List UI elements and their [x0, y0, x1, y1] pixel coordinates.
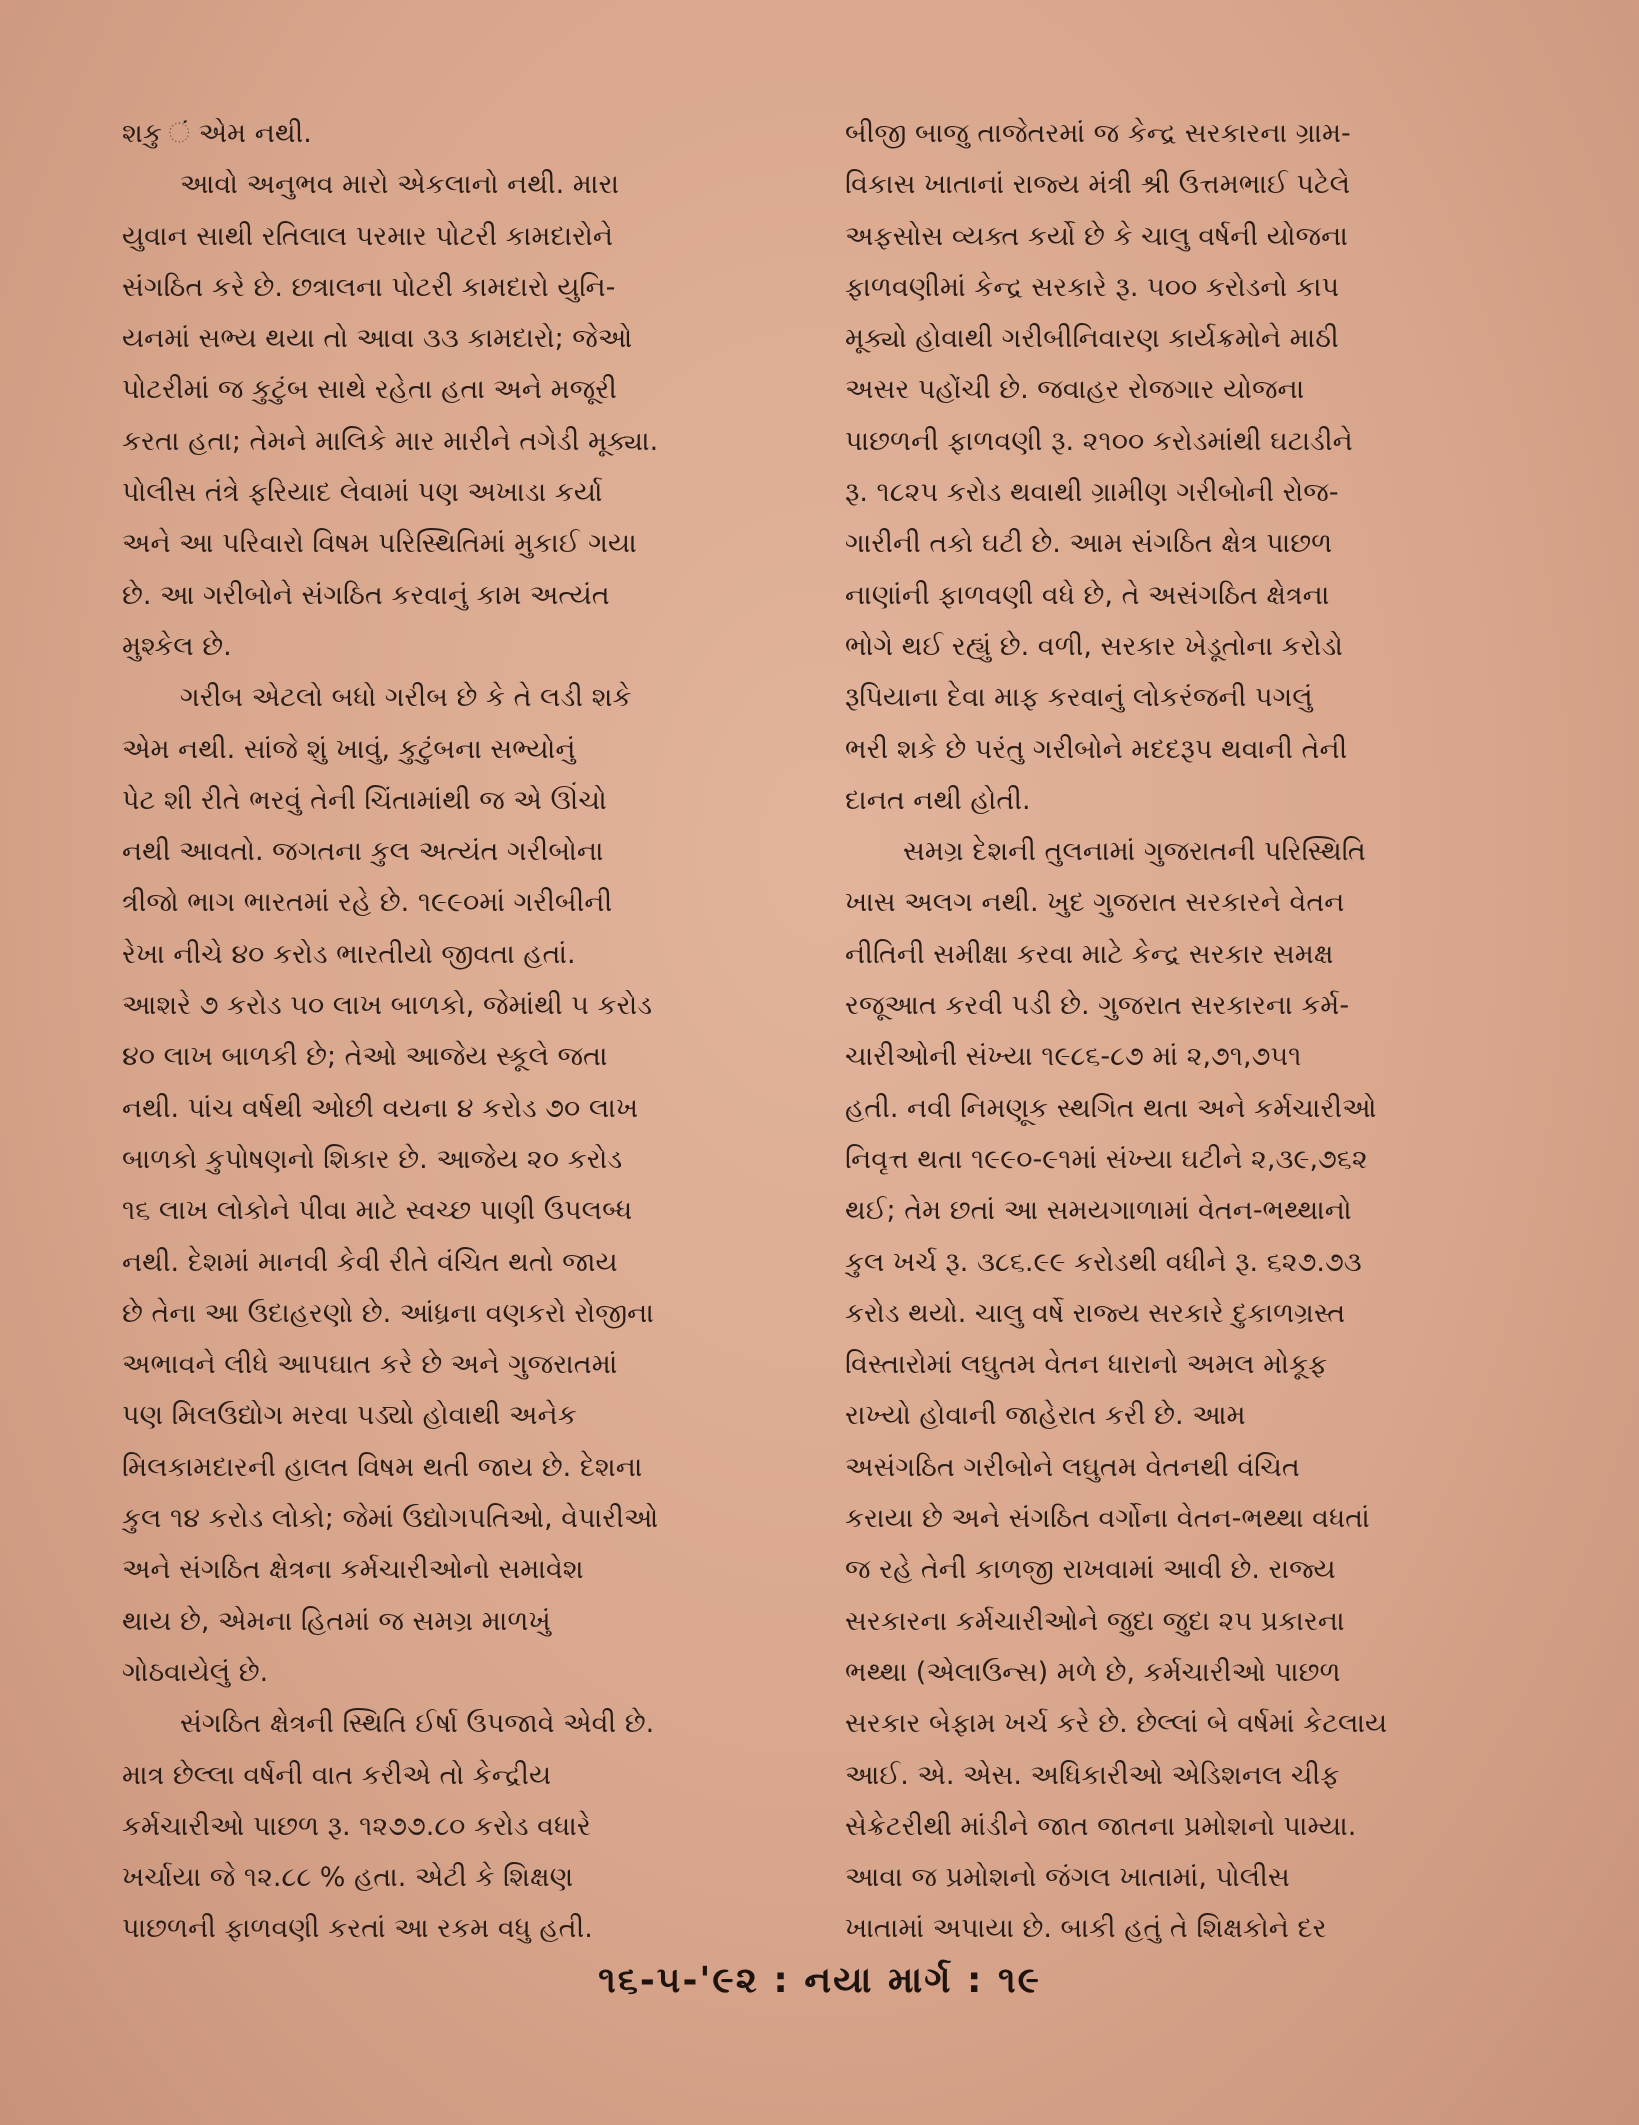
text-line: ખર્ચાયા જે ૧૨.૮૮ % હતા. એટી કે શિક્ષણ [122, 1862, 574, 1894]
right-text-column [845, 108, 1510, 1955]
text-line: મૂક્યો હોવાથી ગરીબીનિવારણ કાર્યક્રમોને માઠી [845, 323, 1339, 355]
text-line: રૂ. ૧૮૨૫ કરોડ થવાથી ગ્રામીણ ગરીબોની રોજ- [845, 477, 1339, 509]
text-line: ખાસ અલગ નથી. ખુદ ગુજરાત સરકારને વેતન [845, 887, 1345, 919]
text-line: રજૂઆત કરવી પડી છે. ગુજરાત સરકારના કર્મ- [845, 990, 1350, 1022]
text-line: ભથ્થા (એલાઉન્સ) મળે છે, કર્મચારીઓ પાછળ [845, 1656, 1341, 1688]
text-line: કરતા હતા; તેમને માલિકે માર મારીને તગેડી મૂક્યા. [122, 425, 659, 457]
text-line: જ રહે તેની કાળજી રાખવામાં આવી છે. રાજ્ય [845, 1554, 1336, 1586]
text-line: પેટ શી રીતે ભરવું તેની ચિંતામાંથી જ એ ઊંચો [122, 784, 607, 816]
text-line: એમ નથી. સાંજે શું ખાવું, કુટુંબના સભ્યોનું [122, 733, 576, 765]
text-line: સરકાર બેફામ ખર્ચ કરે છે. છેલ્લાં બે વર્ષમાં કેટલાય [845, 1708, 1388, 1740]
text-line: હતી. નવી નિમણૂક સ્થગિત થતા અને કર્મચારીઓ [845, 1092, 1377, 1124]
text-line: આવો અનુભવ મારો એકલાનો નથી. મારા [180, 169, 620, 201]
text-line: ભરી શકે છે પરંતુ ગરીબોને મદદરૂપ થવાની તેની [845, 733, 1348, 765]
text-line: અને આ પરિવારો વિષમ પરિસ્થિતિમાં મુકાઈ ગયા [122, 528, 637, 560]
text-line: નીતિની સમીક્ષા કરવા માટે કેન્દ્ર સરકાર સમક્ષ [845, 938, 1334, 970]
text-line: શકુ ં એમ નથી. [122, 118, 312, 149]
text-line: કરોડ થયો. ચાલુ વર્ષે રાજ્ય સરકારે દુકાળગ્રસ્ત [845, 1297, 1346, 1329]
text-line: અફસોસ વ્યક્ત કર્યો છે કે ચાલુ વર્ષની યોજના [845, 220, 1348, 252]
text-line: ૧૬ લાખ લોકોને પીવા માટે સ્વચ્છ પાણી ઉપલબ્ધ [122, 1195, 633, 1227]
text-line: વિસ્તારોમાં લઘુતમ વેતન ધારાનો અમલ મોકૂફ [845, 1349, 1328, 1381]
text-line: થાય છે, એમના હિતમાં જ સમગ્ર માળખું [122, 1605, 551, 1637]
text-line: નાણાંની ફાળવણી વધે છે, તે અસંગઠિત ક્ષેત્રના [845, 579, 1330, 611]
text-line: પાછળની ફાળવણી કરતાં આ રકમ વધુ હતી. [122, 1913, 593, 1945]
text-line: રૂપિયાના દેવા માફ કરવાનું લોકરંજની પગલું [845, 682, 1313, 714]
text-line: નથી. પાંચ વર્ષથી ઓછી વયના ૪ કરોડ ૭૦ લાખ [122, 1092, 639, 1124]
text-line: છે તેના આ ઉદાહરણો છે. આંધ્રના વણકરો રોજીના [122, 1297, 654, 1329]
text-line: નિવૃત્ત થતા ૧૯૯૦-૯૧માં સંખ્યા ઘટીને ૨,૩૯,૭૬૨ [845, 1143, 1368, 1175]
text-line: છે. આ ગરીબોને સંગઠિત કરવાનું કામ અત્યંત [122, 579, 610, 611]
left-text-column [122, 108, 787, 1955]
text-line: કુલ ખર્ચ રૂ. ૩૮૬.૯૯ કરોડથી વધીને રૂ. ૬૨૭.૭૩ [845, 1246, 1362, 1278]
text-line: અને સંગઠિત ક્ષેત્રના કર્મચારીઓનો સમાવેશ [122, 1554, 584, 1586]
text-line: કુલ ૧૪ કરોડ લોકો; જેમાં ઉદ્યોગપતિઓ, વેપારીઓ [122, 1503, 659, 1535]
text-line: યુવાન સાથી રતિલાલ પરમાર પોટરી કામદારોને [122, 220, 613, 252]
text-line: આવા જ પ્રમોશનો જંગલ ખાતામાં, પોલીસ [845, 1862, 1290, 1894]
text-line: માત્ર છેલ્લા વર્ષની વાત કરીએ તો કેન્દ્રીય [122, 1759, 552, 1791]
text-line: બાળકો કુપોષણનો શિકાર છે. આજેય ૨૦ કરોડ [122, 1143, 623, 1175]
text-line: આઈ. એ. એસ. અધિકારીઓ એડિશનલ ચીફ [845, 1759, 1340, 1791]
text-line: રાખ્યો હોવાની જાહેરાત કરી છે. આમ [845, 1400, 1246, 1432]
text-line: વિકાસ ખાતાનાં રાજ્ય મંત્રી શ્રી ઉત્તમભાઈ પટેલે [845, 169, 1351, 201]
text-line: ગરીબ એટલો બધો ગરીબ છે કે તે લડી શકે [180, 682, 632, 714]
page-footer: ૧૬-૫-'૯૨ : નયા માર્ગ : ૧૯ [598, 1960, 1041, 2001]
text-line: થઈ; તેમ છતાં આ સમયગાળામાં વેતન-ભથ્થાનો [845, 1195, 1352, 1227]
text-line: મિલકામદારની હાલત વિષમ થતી જાય છે. દેશના [122, 1451, 643, 1483]
text-line: પોટરીમાં જ કુટુંબ સાથે રહેતા હતા અને મજૂરી [122, 374, 617, 406]
text-line: કરાયા છે અને સંગઠિત વર્ગોના વેતન-ભથ્થા વધતાં [845, 1503, 1370, 1535]
text-line: નથી આવતો. જગતના કુલ અત્યંત ગરીબોના [122, 836, 604, 868]
text-line: સરકારના કર્મચારીઓને જુદા જુદા ૨૫ પ્રકારના [845, 1605, 1345, 1637]
text-line: રેખા નીચે ૪૦ કરોડ ભારતીયો જીવતા હતાં. [122, 938, 576, 970]
text-line: ગારીની તકો ઘટી છે. આમ સંગઠિત ક્ષેત્ર પાછળ [845, 528, 1333, 560]
text-line: મુશ્કેલ છે. [122, 630, 232, 662]
text-line: યનમાં સભ્ય થયા તો આવા ૩૩ કામદારો; જેઓ [122, 323, 633, 355]
text-line: ૪૦ લાખ બાળકી છે; તેઓ આજેય સ્કૂલે જતા [122, 1041, 608, 1073]
text-line: ફાળવણીમાં કેન્દ્ર સરકારે રૂ. ૫૦૦ કરોડનો કાપ [845, 271, 1340, 303]
text-line: અભાવને લીધે આપઘાત કરે છે અને ગુજરાતમાં [122, 1349, 618, 1381]
text-line: અસંગઠિત ગરીબોને લઘુતમ વેતનથી વંચિત [845, 1451, 1300, 1483]
text-line: બીજી બાજુ તાજેતરમાં જ કેન્દ્ર સરકારના ગ્રામ- [845, 118, 1351, 149]
text-line: ભોગે થઈ રહ્યું છે. વળી, સરકાર ખેડૂતોના કરોડો [845, 630, 1343, 662]
text-line: પોલીસ તંત્રે ફરિયાદ લેવામાં પણ અખાડા કર્યા [122, 477, 603, 509]
text-line: આશરે ૭ કરોડ ૫૦ લાખ બાળકો, જેમાંથી ૫ કરોડ [122, 990, 653, 1022]
text-line: સમગ્ર દેશની તુલનામાં ગુજરાતની પરિસ્થિતિ [903, 836, 1366, 868]
text-line: કર્મચારીઓ પાછળ રૂ. ૧૨૭૭.૮૦ કરોડ વધારે [122, 1810, 591, 1842]
text-line: ત્રીજો ભાગ ભારતમાં રહે છે. ૧૯૯૦માં ગરીબીની [122, 887, 613, 919]
text-line: નથી. દેશમાં માનવી કેવી રીતે વંચિત થતો જાય [122, 1246, 618, 1278]
text-line: સેક્રેટરીથી માંડીને જાત જાતના પ્રમોશનો પામ્યા. [845, 1810, 1357, 1842]
text-line: સંગઠિત ક્ષેત્રની સ્થિતિ ઈર્ષા ઉપજાવે એવી છે. [180, 1708, 655, 1740]
text-line: ખાતામાં અપાયા છે. બાકી હતું તે શિક્ષકોને દર [845, 1913, 1327, 1945]
text-line: ગોઠવાયેલું છે. [122, 1656, 269, 1688]
text-line: પણ મિલઉદ્યોગ મરવા પડ્યો હોવાથી અનેક [122, 1400, 577, 1432]
text-line: સંગઠિત કરે છે. છત્રાલના પોટરી કામદારો યુનિ- [122, 271, 616, 303]
text-line: દાનત નથી હોતી. [845, 784, 1031, 816]
text-line: અસર પહોંચી છે. જવાહર રોજગાર યોજના [845, 374, 1305, 406]
text-line: ચારીઓની સંખ્યા ૧૯૮૬-૮૭ માં ૨,૭૧,૭૫૧ [845, 1041, 1302, 1073]
text-line: પાછળની ફાળવણી રૂ. ૨૧૦૦ કરોડમાંથી ઘટાડીને [845, 425, 1353, 457]
